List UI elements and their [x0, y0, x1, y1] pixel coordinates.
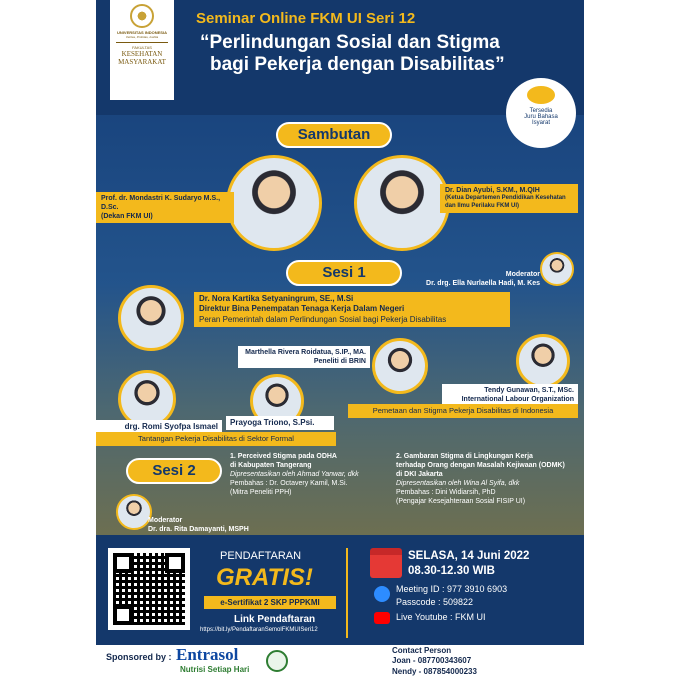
- paper2-title2: terhadap Orang dengan Masalah Kejiwaan (ODMK): [396, 462, 565, 470]
- speaker-marthella-box: [238, 346, 370, 368]
- speaker-marthella-role: Peneliti di BRIN: [313, 358, 366, 366]
- paper2-inst: (Pengajar Kesejahteraan Sosial FISIP UI): [396, 498, 526, 506]
- badge-line2: Juru Bahasa: [524, 114, 558, 120]
- footer-bar: [96, 645, 584, 680]
- topic-pemetaan: Pemetaan dan Stigma Pekerja Disabilitas di Indonesia: [348, 404, 578, 418]
- logo-univ: UNIVERSITAS INDONESIA: [117, 30, 167, 35]
- paper1-title1: 1. Perceived Stigma pada ODHA: [230, 453, 337, 460]
- moderator1-name: Dr. drg. Ella Nurlaella Hadi, M. Kes: [426, 280, 540, 288]
- logo-name1: KESEHATAN: [121, 50, 163, 58]
- contact-title: Contact Person: [392, 646, 452, 655]
- paper1-inst: (Mitra Peneliti PPH): [230, 489, 292, 497]
- speaker-nora-role: Direktur Bina Penempatan Tenaga Kerja Dalam Negeri: [199, 304, 405, 314]
- speaker-photo-dian: [354, 155, 450, 251]
- moderator1-label: Moderator: [505, 271, 540, 278]
- logo-panel: [110, 0, 174, 100]
- logo-motto: Veritas, Probitas, Iustitia: [125, 35, 159, 39]
- logo-name2: MASYARAKAT: [118, 58, 166, 66]
- paper2-title3: di DKI Jakarta: [396, 471, 443, 479]
- moderator2-name: Dr. dra. Rita Damayanti, MSPH: [148, 526, 249, 534]
- divider: [346, 548, 348, 638]
- qr-code[interactable]: [108, 548, 190, 630]
- speaker-nora-box: [194, 292, 510, 327]
- paper1-title2: di Kabupaten Tangerang: [230, 462, 312, 470]
- sign-language-icon: [527, 86, 555, 104]
- halal-icon: [266, 650, 288, 672]
- calendar-icon: [370, 548, 402, 578]
- paper2-presenter: Dipresentasikan oleh Wina Al Syifa, dkk: [396, 480, 520, 488]
- paper2-title1: 2. Gambaran Stigma di Lingkungan Kerja: [396, 453, 533, 460]
- badge-line1: Tersedia: [529, 108, 553, 114]
- paper1-presenter: Dipresentasikan oleh Ahmad Yanwar, dkk: [230, 471, 359, 479]
- meeting-id: Meeting ID : 977 3910 6903: [396, 584, 508, 594]
- title-line1: “Perlindungan Sosial dan Stigma: [200, 32, 500, 53]
- moderator1-box: [416, 270, 540, 288]
- seminar-series: Seminar Online FKM UI Seri 12: [196, 10, 416, 27]
- speaker-photo-dekan: [226, 155, 322, 251]
- youtube-icon: [374, 612, 390, 624]
- speaker-nora-topic: Peran Pemerintah dalam Perlindungan Sosial bagi Pekerja Disabilitas: [199, 314, 447, 324]
- event-date: SELASA, 14 Juni 2022: [408, 550, 530, 562]
- speaker-dekan-name: Prof. dr. Mondastri K. Sudaryo M.S., D.Sc.: [101, 195, 221, 212]
- event-time: 08.30-12.30 WIB: [408, 565, 495, 577]
- seminar-poster: [96, 0, 584, 680]
- topic-tantangan: Tantangan Pekerja Disabilitas di Sektor Formal: [96, 432, 336, 446]
- sponsor-brand: Entrasol: [176, 645, 239, 664]
- contact-joan: Joan - 087700343607: [392, 656, 472, 666]
- moderator2-photo: [116, 494, 152, 530]
- contact-nendy: Nendy - 087854000233: [392, 666, 477, 676]
- speaker-dian-box: [440, 184, 578, 213]
- registration-link-label: Link Pendaftaran: [234, 614, 316, 625]
- speaker-dian-role: (Ketua Departemen Pendidikan Kesehatan dan Ilmu Perilaku FKM UI): [445, 195, 566, 209]
- speaker-tendy-name: Tendy Gunawan, S.T., MSc.: [484, 387, 574, 394]
- zoom-icon: [374, 586, 390, 602]
- speaker-photo-nora: [118, 285, 184, 351]
- sign-language-badge: [506, 78, 576, 148]
- speaker-romi-name: drg. Romi Syofpa Ismael: [96, 420, 222, 434]
- speaker-prayoga-name: Prayoga Triono, S.Psi.: [226, 416, 334, 430]
- logo-fakultas: FAKULTAS: [132, 45, 152, 50]
- speaker-dian-name: Dr. Dian Ayubi, S.KM., M.QIH: [445, 187, 540, 194]
- certificate-badge: e-Sertifikat 2 SKP PPPKMI: [204, 596, 336, 609]
- sponsor-tagline: Nutrisi Setiap Hari: [180, 665, 250, 674]
- sesi2-label: Sesi 2: [126, 458, 222, 484]
- registration-link[interactable]: https://bit.ly/PendaftaranSemolFKMUISeri12: [200, 627, 318, 633]
- sesi1-label: Sesi 1: [286, 260, 402, 286]
- paper1-pembahas: Pembahas : Dr. Octavery Kamil, M.Si.: [230, 480, 348, 488]
- makara-logo-icon: [130, 4, 154, 28]
- speaker-photo-tendy: [516, 334, 570, 388]
- registration-free: GRATIS!: [216, 564, 313, 591]
- moderator2-label: Moderator: [148, 517, 183, 524]
- moderator2-box: [148, 516, 268, 534]
- paper2-pembahas: Pembahas : Dini Widiarsih, PhD: [396, 489, 496, 497]
- live-youtube[interactable]: Live Youtube : FKM UI: [396, 612, 486, 622]
- speaker-photo-marthella: [372, 338, 428, 394]
- contact-box: [392, 646, 477, 677]
- speaker-dekan-role: (Dekan FKM UI): [101, 213, 153, 221]
- paper1-box: [230, 452, 380, 497]
- passcode: Passcode : 509822: [396, 597, 474, 607]
- paper2-box: [396, 452, 578, 507]
- registration-label: PENDAFTARAN: [220, 550, 302, 562]
- badge-line3: Isyarat: [531, 120, 550, 126]
- sponsored-label: Sponsored by :: [106, 652, 172, 662]
- speaker-nora-name: Dr. Nora Kartika Setyaningrum, SE., M.Si: [199, 294, 354, 303]
- sambutan-label: Sambutan: [276, 122, 392, 148]
- moderator1-photo: [540, 252, 574, 286]
- title-line2: bagi Pekerja dengan Disabilitas”: [210, 54, 505, 75]
- speaker-tendy-role: International Labour Organization: [461, 396, 574, 404]
- speaker-marthella-name: Marthella Rivera Roidatua, S.IP., MA.: [245, 349, 366, 356]
- speaker-dekan-box: [96, 192, 234, 223]
